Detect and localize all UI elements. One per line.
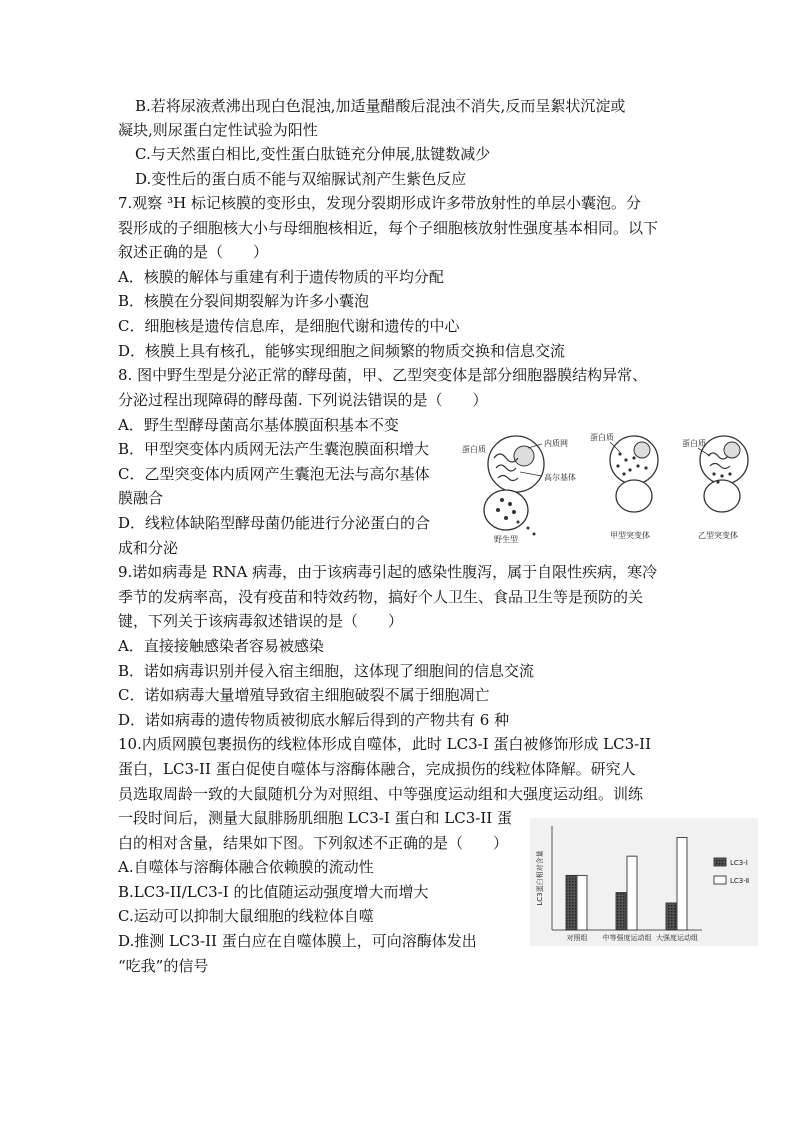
text-line: 裂形成的子细胞核大小与母细胞核相近，每个子细胞核放射性强度基本相同。以下 <box>118 219 659 237</box>
text-line: D.变性后的蛋白质不能与双缩脲试剂产生紫色反应 <box>135 170 467 188</box>
option-b: B．核膜在分裂间期裂解为许多小囊泡 <box>118 292 370 310</box>
y-axis-label: LC3蛋白相对含量 <box>536 850 544 906</box>
text-line: 叙述正确的是（ ） <box>118 243 269 261</box>
text-line: B.若将尿液煮沸出现白色混浊,加适量醋酸后混浊不消失,反而呈絮状沉淀或 <box>135 97 626 115</box>
mutant-a-cell <box>610 436 658 512</box>
protein-label: 蛋白质 <box>682 439 706 448</box>
text-line: 白的相对含量，结果如下图。下列叙述不正确的是（ ） <box>118 834 509 852</box>
bar-lc3-ii <box>577 875 587 930</box>
option-d: D．线粒体缺陷型酵母菌仍能进行分泌蛋白的合 <box>118 514 431 532</box>
protein-label: 蛋白质 <box>590 433 614 442</box>
bar-lc3-ii <box>627 856 637 930</box>
wild-type-label: 野生型 <box>494 535 518 544</box>
option-d: D．诺如病毒的遗传物质被彻底水解后得到的产物共有 6 种 <box>118 711 510 729</box>
x-tick-label: 中等强度运动组 <box>602 934 652 942</box>
bar-lc3-ii <box>677 837 687 930</box>
x-tick-label: 大强度运动组 <box>656 934 698 942</box>
option-d: D．核膜上具有核孔，能够实现细胞之间频繁的物质交换和信息交流 <box>118 342 566 360</box>
question-8-stem: 8. 图中野生型是分泌正常的酵母菌，甲、乙型突变体是部分细胞器膜结构异常、 <box>118 366 648 384</box>
option-c: C．诺如病毒大量增殖导致宿主细胞破裂不属于细胞凋亡 <box>118 686 490 704</box>
text-line: 季节的发病率高，没有疫苗和特效药物，搞好个人卫生、食品卫生等是预防的关 <box>118 588 644 606</box>
golgi-label: 高尔基体 <box>544 473 576 482</box>
option-d: D.推测 LC3-II 蛋白应在自噬体膜上，可向溶酶体发出 <box>118 932 477 950</box>
text-line: “吃我”的信号 <box>118 957 209 975</box>
option-c: C．细胞核是遗传信息库，是细胞代谢和遗传的中心 <box>118 317 460 335</box>
text-line: 凝块,则尿蛋白定性试验为阳性 <box>118 121 318 139</box>
text-line: 键，下列关于该病毒叙述错误的是（ ） <box>118 612 404 630</box>
bar-lc3-i <box>566 875 576 930</box>
option-a: A．野生型酵母菌高尔基体膜面积基本不变 <box>118 416 399 434</box>
legend-swatch <box>714 876 726 884</box>
text-line: 员选取周龄一致的大鼠随机分为对照组、中等强度运动组和大强度运动组。训练 <box>118 785 644 803</box>
er-label: 内质网 <box>544 439 568 448</box>
lc3-bar-chart <box>530 818 758 946</box>
legend-swatch <box>714 858 726 866</box>
mutant-b-label: 乙型突变体 <box>698 531 738 540</box>
option-b: B.LC3-II/LC3-I 的比值随运动强度增大而增大 <box>118 883 429 901</box>
x-tick-label: 对照组 <box>566 934 588 942</box>
legend-label: LC3-Ⅱ <box>730 877 750 885</box>
option-a: A．直接接触感染者容易被感染 <box>118 637 324 655</box>
text-line: 成和分泌 <box>118 539 179 557</box>
protein-label: 蛋白质 <box>462 445 486 454</box>
option-a: A.自噬体与溶酶体融合依赖膜的流动性 <box>118 858 374 876</box>
text-line: 膜融合 <box>118 489 164 507</box>
option-b: B．诺如病毒识别并侵入宿主细胞，这体现了细胞间的信息交流 <box>118 662 535 680</box>
yeast-secretion-figure <box>458 430 758 546</box>
legend-label: LC3-Ⅰ <box>730 859 748 867</box>
option-a: A．核膜的解体与重建有利于遗传物质的平均分配 <box>118 268 444 286</box>
question-7-stem: 7.观察 ³H 标记核膜的变形虫，发现分裂期形成许多带放射性的单层小囊泡。分 <box>118 194 641 212</box>
question-9-stem: 9.诺如病毒是 RNA 病毒，由于该病毒引起的感染性腹泻，属于自限性疾病，寒冷 <box>118 563 658 581</box>
option-c: C．乙型突变体内质网产生囊泡无法与高尔基体 <box>118 465 430 483</box>
text-line: 一段时间后，测量大鼠腓肠肌细胞 LC3-I 蛋白和 LC3-II 蛋 <box>118 809 512 827</box>
mutant-a-label: 甲型突变体 <box>610 531 650 540</box>
text-line: 蛋白，LC3-II 蛋白促使自噬体与溶酶体融合，完成损伤的线粒体降解。研究人 <box>118 760 636 778</box>
bar-lc3-i <box>666 903 676 930</box>
option-c: C.运动可以抑制大鼠细胞的线粒体自噬 <box>118 907 374 925</box>
text-line: C.与天然蛋白相比,变性蛋白肽链充分伸展,肽键数减少 <box>135 145 491 163</box>
bar-lc3-i <box>616 893 626 930</box>
option-b: B．甲型突变体内质网无法产生囊泡膜面积增大 <box>118 440 430 458</box>
text-line: 分泌过程出现障碍的酵母菌. 下列说法错误的是（ ） <box>118 391 488 409</box>
wild-type-cell <box>484 436 544 536</box>
question-10-stem: 10.内质网膜包裹损伤的线粒体形成自噬体，此时 LC3-I 蛋白被修饰形成 LC3-II <box>118 735 652 753</box>
